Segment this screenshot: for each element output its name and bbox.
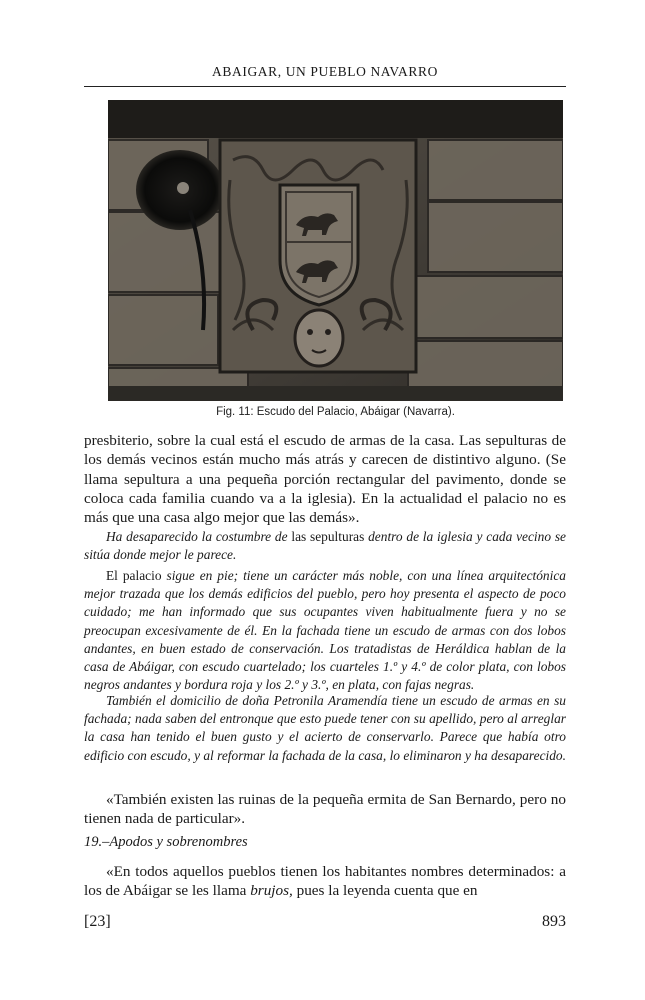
paragraph-2-roman-b: las sepulturas <box>287 529 369 544</box>
header-rule <box>84 86 566 87</box>
paragraph-1-text: presbiterio, sobre la cual está el escudo de armas de la casa. Las sepulturas de los demás vecinos están mucho más atrás y carecen de distintivo alguno. (Se llama sepultura a una pequeña porción rectangular del pavimento, donde se coloca cada familia cuando va a la iglesia). En la actualidad el palacio no es más que una casa algo mejor que las demás». <box>84 432 566 527</box>
running-head: ABAIGAR, UN PUEBLO NAVARRO <box>212 64 438 79</box>
paragraph-2-italic-c: dentro de la iglesia y cada vecino se sitúa donde mejor le parece. <box>84 529 566 563</box>
paragraph-6-italic-b: brujos, <box>250 882 293 900</box>
paragraph-2-italic-a: Ha desaparecido la costumbre de <box>106 529 288 544</box>
paragraph-3 <box>84 567 566 694</box>
page-number: 893 <box>542 913 566 930</box>
paragraph-3-italic-b: sigue en pie; tiene un carácter más noble, con una línea arquitectónica mejor trazada que los demás edificios del pueblo, pero hoy presenta el aspecto de poco cuidado; me han informado que sus ocupantes viven habitualmente fuera y no se preocupan excesivamente de él. En la fachada tiene un escudo de armas con dos lobos andantes, en buen estado de conservación. Los tratadistas de Heráldica hablan de la casa de Abáigar, con escudo cuartelado; los cuarteles 1.º y 4.º de color plata, con lobos negros andantes y bordura roja y los 2.º y 3.º, en plata, con fajas negras. <box>84 568 566 693</box>
paragraph-5 <box>84 790 566 829</box>
figure-photo-coat-of-arms <box>108 100 563 401</box>
paragraph-1 <box>84 431 566 527</box>
paragraph-5-text: «También existen las ruinas de la pequeña ermita de San Bernardo, pero no tienen nada de particular». <box>84 791 566 828</box>
paragraph-2 <box>84 528 566 564</box>
figure-caption: Fig. 11: Escudo del Palacio, Abáigar (Navarra). <box>216 406 455 418</box>
paragraph-6-roman-c: pues la leyenda cuenta que en <box>292 882 478 900</box>
page-ref-left: [23] <box>84 913 111 930</box>
paragraph-6 <box>84 862 566 901</box>
paragraph-6-roman-a: «En todos aquellos pueblos tienen los habitantes nombres determinados: a los de Abáigar se les llama <box>84 863 566 900</box>
photo-drawing <box>108 100 563 401</box>
section-heading: 19.–Apodos y sobrenombres <box>84 834 248 850</box>
paragraph-4 <box>84 692 566 765</box>
paragraph-3-roman-a: El palacio <box>106 568 167 583</box>
paragraph-4-text: También el domicilio de doña Petronila Aramendía tiene un escudo de armas en su fachada; nada saben del entronque que esto puede tener con su apellido, pero al arreglar la casa han tenido el buen gusto y el acierto de conservarlo. Parece que había otro edificio con escudo, y al reformar la fachada de la casa, lo eliminaron y ha desaparecido. <box>84 693 566 763</box>
